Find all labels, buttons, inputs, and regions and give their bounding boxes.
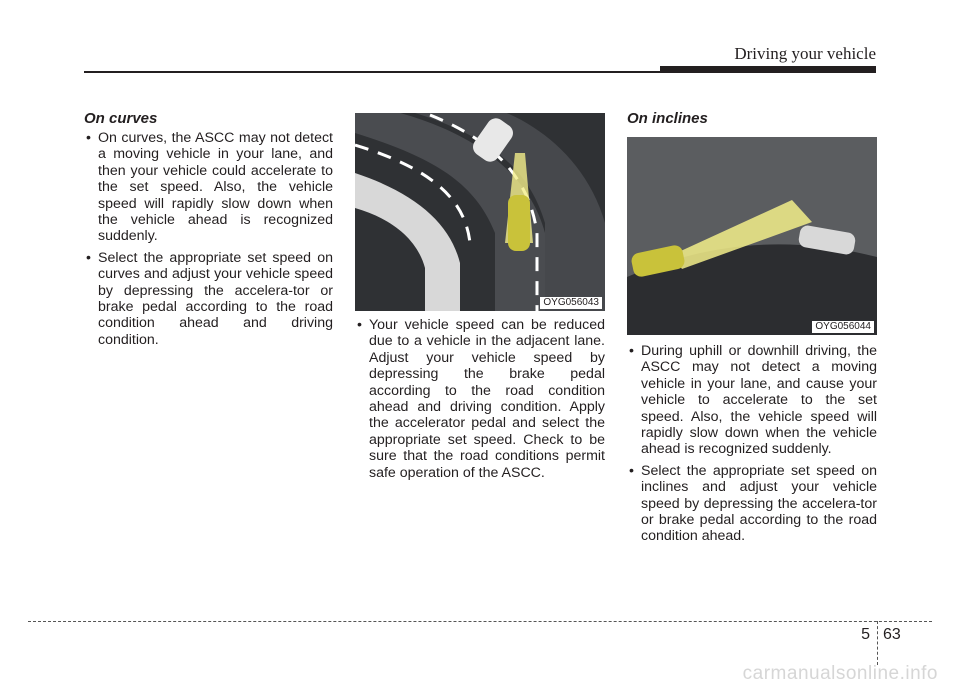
chapter-number: 5: [861, 626, 870, 643]
bullet-item: • During uphill or downhill driving, the ASCC may not detect a moving vehicle in your lane, and cause your vehicle to accelerate to the set speed. Also, the vehicle speed will rapidly slow down when the vehicle ahead is recognized suddenly.: [627, 343, 877, 458]
figure-code: OYG056043: [540, 297, 602, 309]
bullet-list: [355, 317, 605, 481]
footer-rule: [28, 621, 932, 622]
figure-curved-road: [355, 113, 605, 311]
section-heading-on-curves: On curves: [84, 110, 158, 127]
column-curves-figure: [355, 113, 605, 486]
bullet-item: • On curves, the ASCC may not detect a moving vehicle in your lane, and then your vehicle could accelerate to the set speed. Also, the vehicle speed will rapidly slow down when the vehicle ahead is recognized suddenly.: [84, 130, 333, 245]
footer-divider: [877, 621, 878, 665]
watermark: carmanualsonline.info: [742, 663, 938, 684]
column-on-curves: [84, 110, 333, 353]
incline-illustration: [627, 137, 877, 335]
section-heading-on-inclines: On inclines: [627, 110, 708, 127]
header-rule-accent: [660, 66, 876, 73]
page-number: 63: [883, 626, 901, 643]
bullet-list: [84, 130, 333, 348]
bullet-item: • Select the appropriate set speed on inclines and adjust your vehicle speed by depressing the accelera-tor or brake pedal according to the road condition ahead.: [627, 463, 877, 545]
header-rule: [84, 71, 660, 73]
column-on-inclines: [627, 110, 877, 550]
bullet-item: • Your vehicle speed can be reduced due to a vehicle in the adjacent lane. Adjust your vehicle speed by depressing the brake pedal according to the road condition ahead and driving condition. Apply the accelerator pedal and select the appropriate set speed. Check to be sure that the road conditions permit safe operation of the ASCC.: [355, 317, 605, 481]
bullet-list: [627, 343, 877, 545]
header-title: Driving your vehicle: [734, 44, 876, 63]
figure-incline: [627, 137, 877, 335]
curved-road-illustration: [355, 113, 605, 311]
bullet-item: • Select the appropriate set speed on curves and adjust your vehicle speed by depressing the accelera-tor or brake pedal according to the road condition ahead and driving condition.: [84, 250, 333, 348]
figure-code: OYG056044: [812, 321, 874, 333]
